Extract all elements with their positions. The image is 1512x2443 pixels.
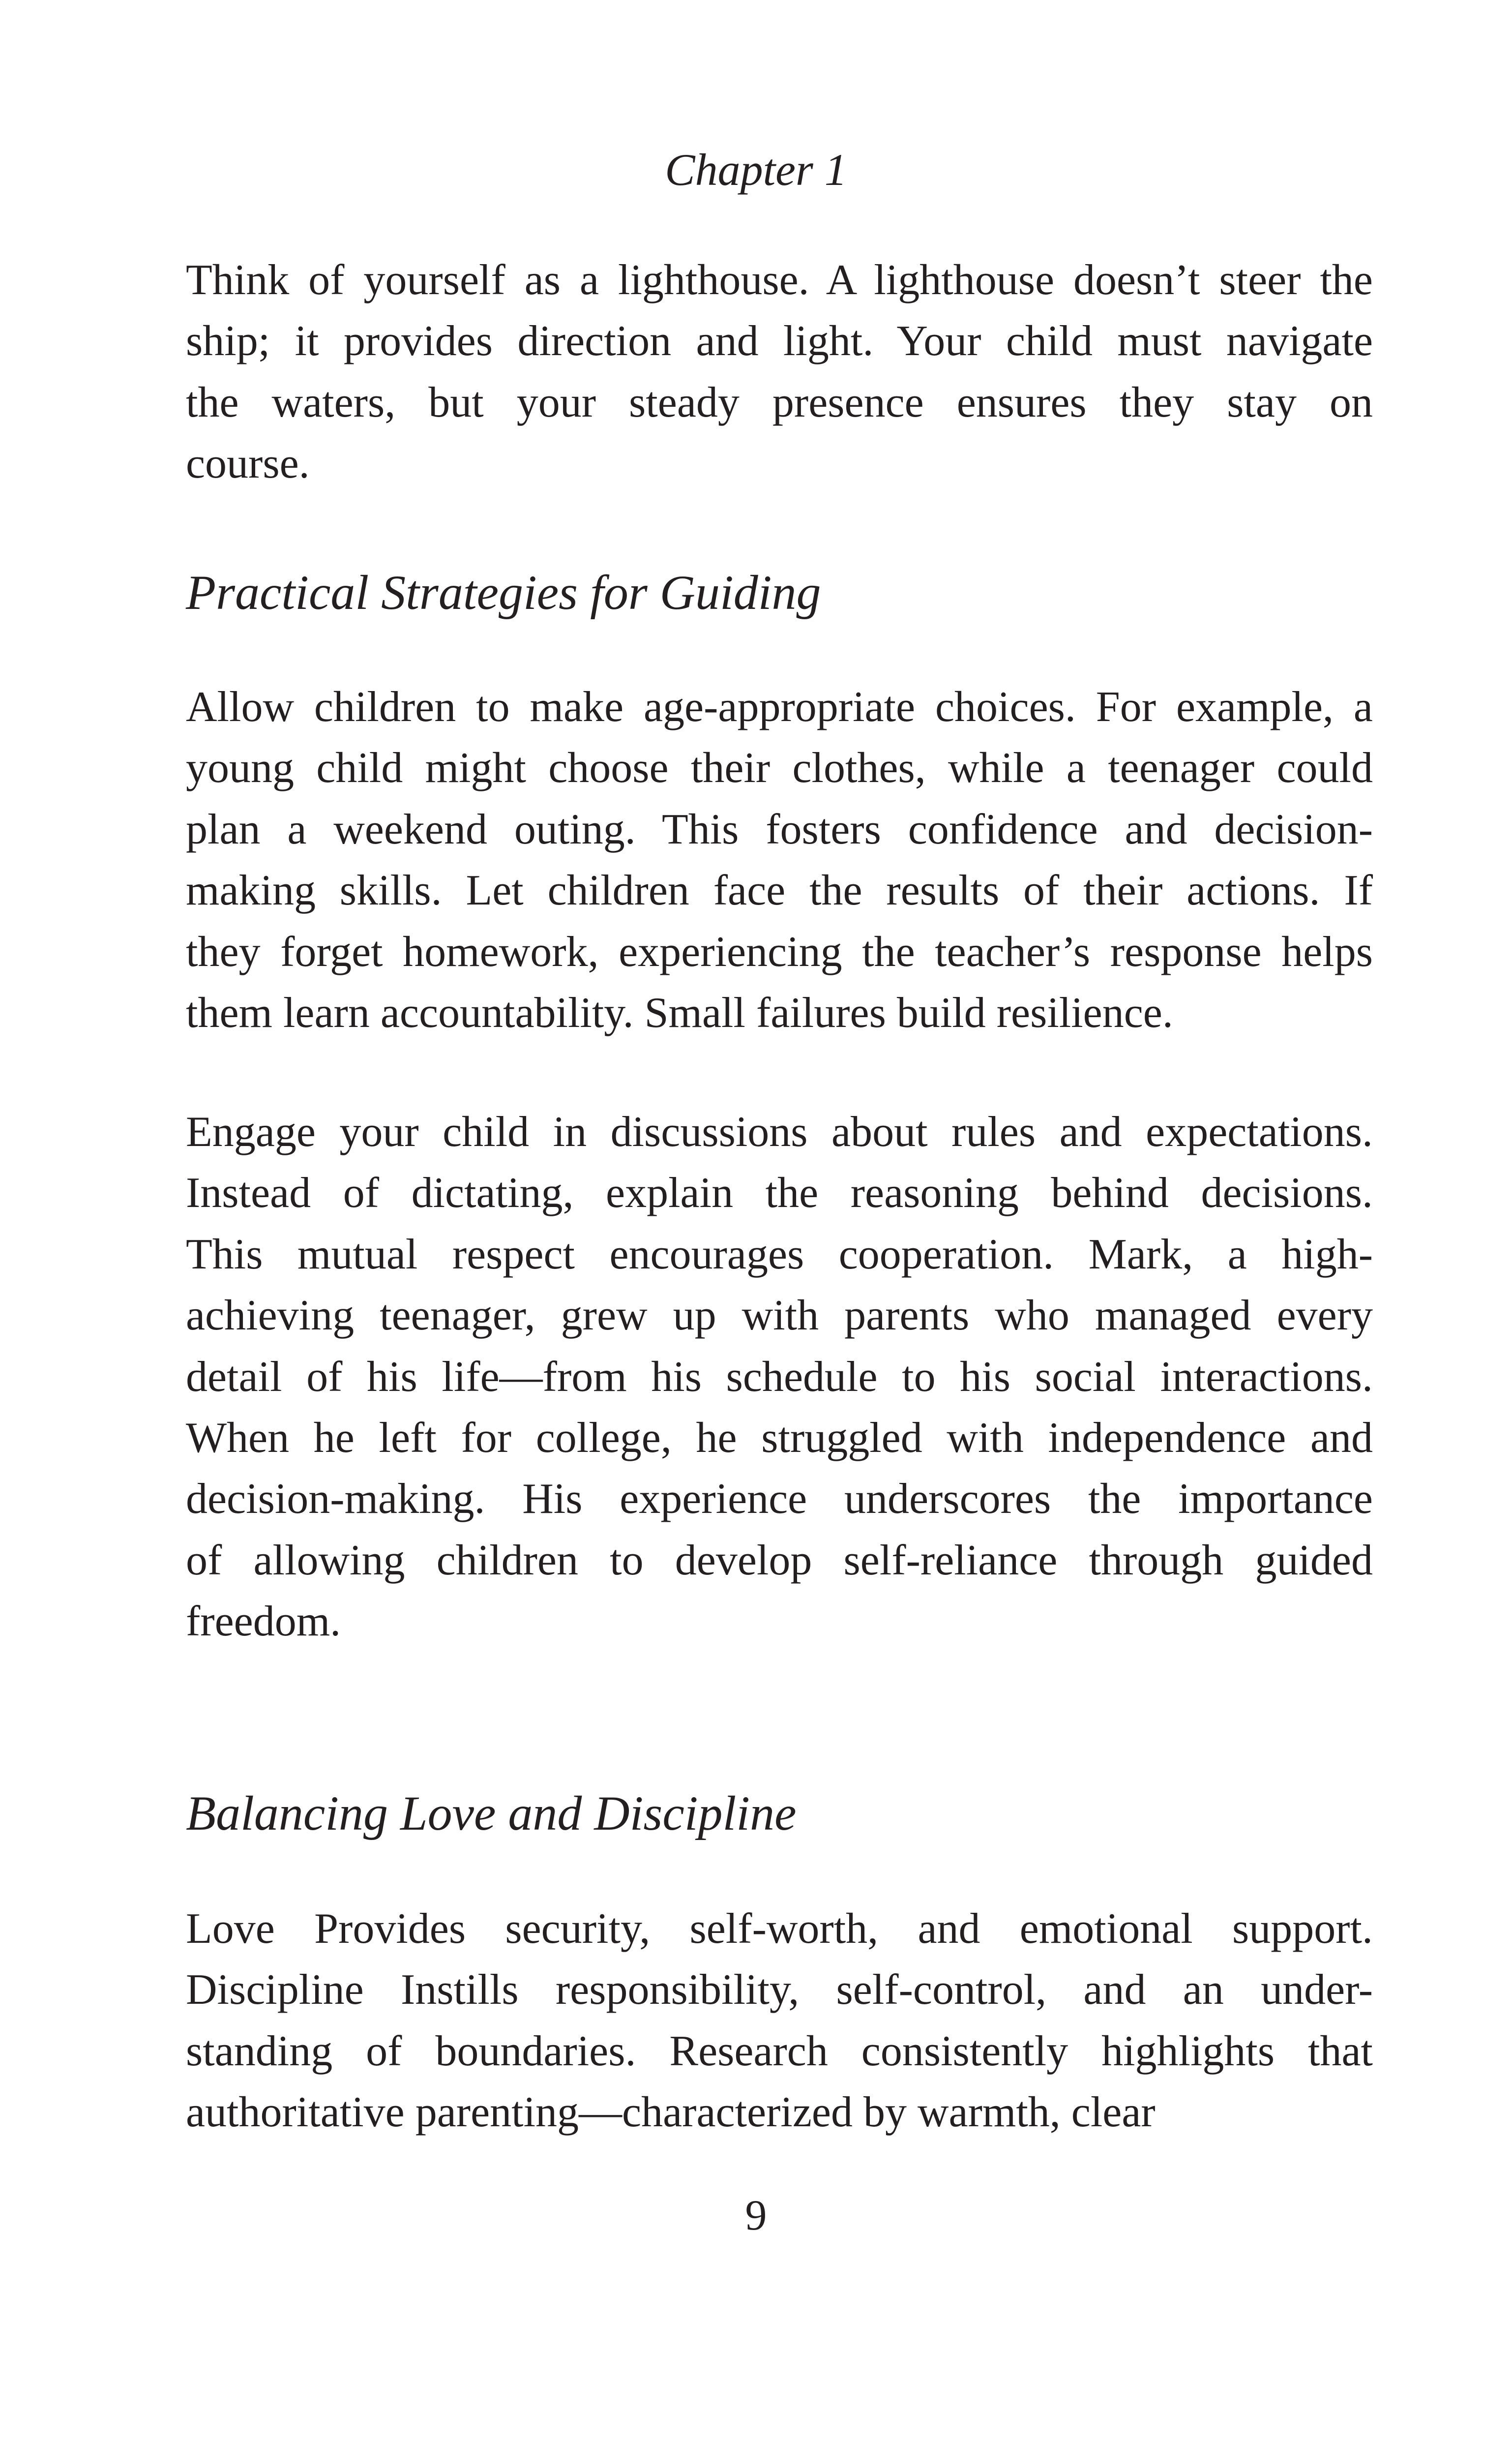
text-line: of allowing children to develop self-reliance through guided bbox=[186, 1536, 1373, 1584]
text-line: Instead of dictating, explain the reasoning behind decisions. bbox=[186, 1169, 1373, 1217]
text-line: they forget homework, experiencing the teacher’s response helps bbox=[186, 928, 1373, 976]
text-line: authoritative parenting—characterized by warmth, clear bbox=[186, 2088, 1156, 2137]
paragraph-lighthouse bbox=[186, 250, 1373, 495]
text-line: Allow children to make age-appropriate choices. For example, a bbox=[186, 683, 1373, 731]
section-heading-love-discipline: Balancing Love and Discipline bbox=[186, 1786, 797, 1840]
section-heading-guiding: Practical Strategies for Guiding bbox=[186, 565, 821, 620]
text-line: achieving teenager, grew up with parents who managed every bbox=[186, 1292, 1373, 1340]
text-line: them learn accountability. Small failures build resilience. bbox=[186, 989, 1173, 1037]
text-line: Think of yourself as a lighthouse. A lighthouse doesn’t steer the bbox=[186, 256, 1373, 304]
text-line: course. bbox=[186, 440, 310, 488]
page-number: 9 bbox=[745, 2192, 767, 2239]
text-line: When he left for college, he struggled with independence and bbox=[186, 1414, 1373, 1462]
text-line: young child might choose their clothes, while a teenager could bbox=[186, 744, 1373, 792]
text-line: freedom. bbox=[186, 1598, 341, 1646]
text-line: standing of boundaries. Research consistently highlights that bbox=[186, 2027, 1373, 2075]
paragraph-love-discipline bbox=[186, 1899, 1373, 2143]
text-line: Love Provides security, self-worth, and emotional support. bbox=[186, 1905, 1373, 1953]
running-head: Chapter 1 bbox=[665, 145, 847, 195]
text-line: Discipline Instills responsibility, self-control, and an under- bbox=[186, 1966, 1373, 2014]
text-line: plan a weekend outing. This fosters confidence and decision- bbox=[186, 805, 1373, 853]
text-line: detail of his life—from his schedule to his social interactions. bbox=[186, 1353, 1373, 1401]
paragraph-choices bbox=[186, 677, 1373, 1044]
text-line: the waters, but your steady presence ensures they stay on bbox=[186, 378, 1373, 426]
text-line: This mutual respect encourages cooperation. Mark, a high- bbox=[186, 1230, 1373, 1278]
text-line: making skills. Let children face the results of their actions. If bbox=[186, 867, 1373, 915]
paragraph-discussions bbox=[186, 1102, 1373, 1653]
text-line: decision-making. His experience underscores the importance bbox=[186, 1475, 1373, 1523]
text-line: Engage your child in discussions about rules and expectations. bbox=[186, 1108, 1373, 1156]
text-line: ship; it provides direction and light. Your child must navigate bbox=[186, 317, 1373, 365]
